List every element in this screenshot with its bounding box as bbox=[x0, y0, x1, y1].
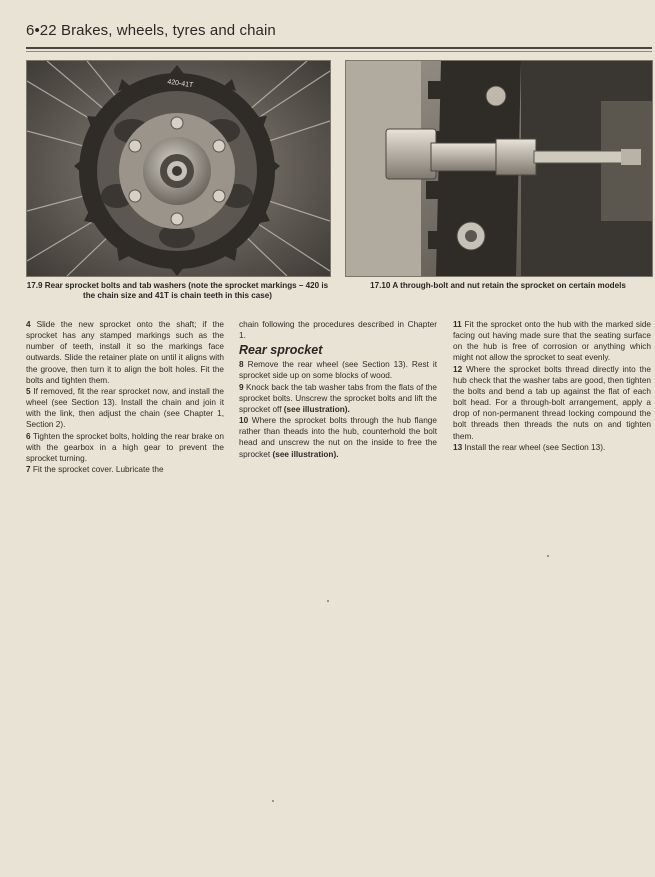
step-text: Knock back the tab washer tabs from the flats of the sprocket bolts. Unscrew the sprocket bolts and lift the sprocket off bbox=[239, 382, 437, 414]
paragraph-13 bbox=[453, 442, 651, 453]
figure-17-9-caption: 17.9 Rear sprocket bolts and tab washers (note the sprocket markings – 420 is the chain size and 41T is chain teeth in this case) bbox=[26, 281, 329, 301]
figure-17-10-photo bbox=[345, 60, 653, 277]
section-heading: Rear sprocket bbox=[239, 343, 323, 358]
paragraph-8 bbox=[239, 359, 437, 381]
step-number: 4 bbox=[26, 320, 31, 329]
step-text: Fit the sprocket cover. Lubricate the bbox=[32, 465, 164, 475]
text-column-1 bbox=[26, 319, 224, 475]
paragraph-12 bbox=[453, 364, 651, 442]
paper-speck bbox=[547, 555, 549, 557]
step-number: 8 bbox=[239, 360, 244, 370]
paragraph-9 bbox=[239, 382, 437, 415]
figure-17-10-caption: 17.10 A through-bolt and nut retain the sprocket on certain models bbox=[370, 281, 626, 290]
paper-speck bbox=[272, 800, 274, 802]
step-text: Where the sprocket bolts through the hub flange rather than theads into the hub, counterhold the bolt head and unscrew the nut on the inside to free the sprocket bbox=[239, 416, 437, 459]
header-rule bbox=[26, 47, 652, 49]
text-column-2 bbox=[239, 319, 437, 460]
illustration-reference: (see illustration). bbox=[272, 449, 339, 459]
step-number: 5 bbox=[26, 386, 31, 396]
step-number: 13 bbox=[453, 442, 463, 452]
illustration-reference: (see illustration). bbox=[283, 404, 350, 414]
step-number: 6 bbox=[26, 431, 31, 441]
sprocket-photo-image bbox=[27, 61, 330, 276]
step-number: 11 bbox=[453, 320, 462, 329]
step-text: Where the sprocket bolts thread directly into the hub check that the washer tabs are good, then tighten the bolts and bend a tab up against the flat of each bolt head. For a through-bolt arrangement, apply a drop of non-permanent thread locking compound the bolt threads then threads the nuts on and tighten them. bbox=[453, 364, 652, 441]
step-text: Slide the new sprocket onto the shaft; if the sprocket has any stamped markings such as the number of teeth, install it so the markings face outwards. Slide the retainer plate on until it aligns with the groove, then turn it to align the bolt holes. Fit the bolts and tighten them. bbox=[26, 320, 224, 385]
through-bolt-photo-image bbox=[346, 61, 652, 276]
step-number: 9 bbox=[239, 382, 244, 392]
figure-17-9-photo bbox=[26, 60, 331, 277]
paragraph-4 bbox=[26, 319, 224, 386]
step-text: Fit the sprocket onto the hub with the marked side facing out having made sure that the seating surface on the hub is free of corrosion or anything which might not allow the sprocket to seat evenly. bbox=[453, 320, 652, 363]
paragraph-11 bbox=[453, 319, 651, 364]
paragraph-10 bbox=[239, 415, 437, 460]
page-header bbox=[26, 22, 276, 39]
sprocket-marking: 420-41T bbox=[166, 78, 194, 90]
header-rule-thin bbox=[26, 51, 652, 52]
page-number: 6•22 bbox=[26, 22, 57, 39]
text-column-3 bbox=[453, 319, 651, 453]
paragraph-7 bbox=[26, 464, 224, 475]
paragraph-6 bbox=[26, 431, 224, 464]
paragraph-7-continued: chain following the procedures described in Chapter 1. bbox=[239, 320, 437, 341]
step-number: 7 bbox=[26, 465, 31, 475]
step-text: Tighten the sprocket bolts, holding the rear brake on with the gearbox in a high gear to prevent the sprocket turning. bbox=[26, 431, 224, 463]
paper-speck bbox=[327, 600, 329, 602]
step-number: 12 bbox=[453, 364, 463, 374]
step-text: If removed, fit the rear sprocket now, and install the wheel (see Section 13). Install the chain and join it with the link, then adjust the chain (see Chapter 1, Section 2). bbox=[26, 386, 225, 430]
step-number: 10 bbox=[239, 416, 249, 426]
chapter-title: Brakes, wheels, tyres and chain bbox=[60, 22, 276, 39]
step-text: Remove the rear wheel (see Section 13). Rest it sprocket side up on some blocks of wood. bbox=[239, 360, 437, 381]
step-text: Install the rear wheel (see Section 13). bbox=[464, 442, 606, 452]
paragraph-5 bbox=[26, 386, 224, 431]
